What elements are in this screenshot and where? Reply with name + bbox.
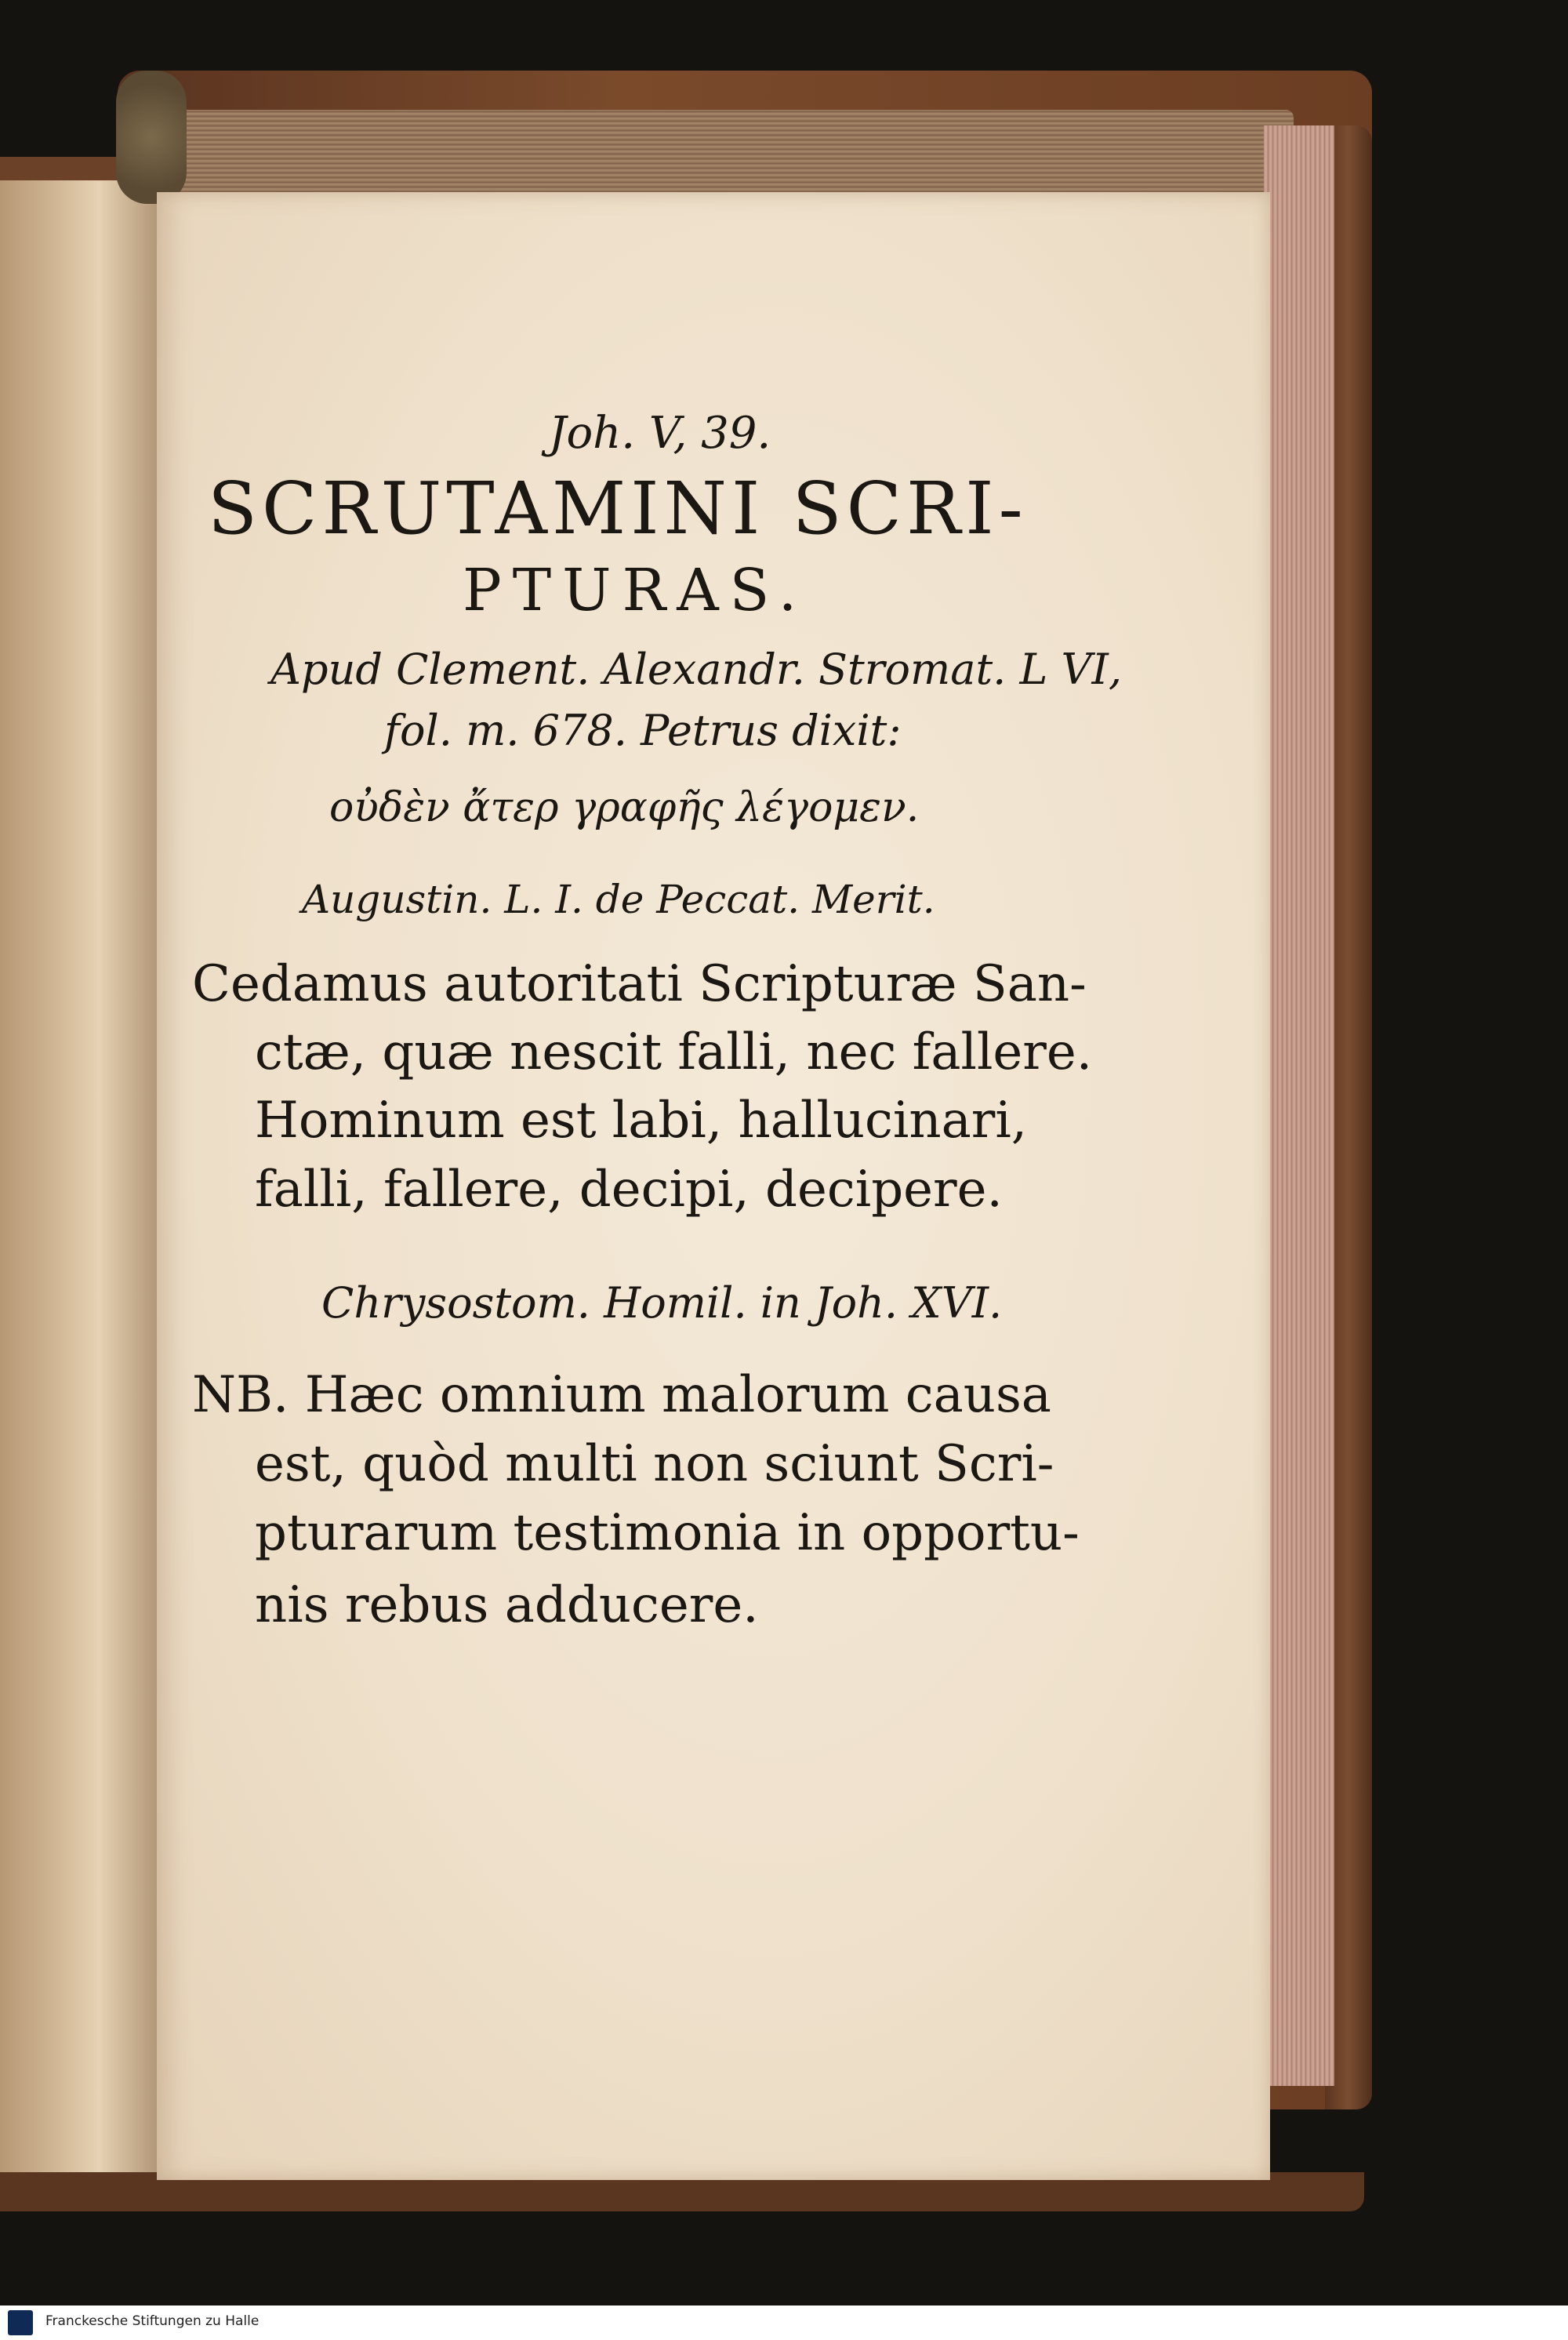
- quote-augustin-line-2: ctæ, quæ nescit falli, nec fallere.: [255, 1023, 1093, 1081]
- quote-chrysostom-line-2: est, quòd multi non sciunt Scri-: [255, 1435, 1054, 1493]
- citation-augustin: Augustin. L. I. de Peccat. Merit.: [302, 877, 935, 922]
- quote-augustin-line-4: falli, fallere, decipi, decipere.: [255, 1161, 1003, 1219]
- citation-clement-line-1: Apud Clement. Alexandr. Stromat. L VI,: [270, 645, 1122, 694]
- scripture-reference: Joh. V, 39.: [549, 408, 771, 459]
- quote-augustin-line-3: Hominum est labi, hallucinari,: [255, 1092, 1028, 1150]
- spine-headband: [116, 71, 187, 204]
- left-page-shadow: [0, 180, 165, 2188]
- quote-chrysostom-line-3: pturarum testimonia in opportu-: [255, 1504, 1080, 1562]
- quote-chrysostom-line-4: nis rebus adducere.: [255, 1576, 759, 1634]
- page-title-line-1: SCRUTAMINI SCRI-: [208, 467, 1028, 550]
- citation-clement-line-2: fol. m. 678. Petrus dixit:: [384, 706, 902, 755]
- page-block-fore-edge: [1264, 125, 1334, 2086]
- citation-chrysostom: Chrysostom. Homil. in Joh. XVI.: [321, 1278, 1003, 1328]
- page-block-top-edge: [157, 110, 1294, 196]
- institution-logo-icon: [8, 2310, 33, 2335]
- greek-quote: οὐδὲν ἄτερ γραφῆς λέγομεν.: [329, 784, 920, 831]
- quote-augustin-line-1: Cedamus autoritati Scripturæ San-: [192, 955, 1087, 1013]
- page-title-line-2: PTURAS.: [463, 557, 808, 624]
- quote-chrysostom-line-1: NB. Hæc omnium malorum causa: [192, 1366, 1051, 1424]
- footer-institution: Franckesche Stiftungen zu Halle: [45, 2313, 260, 2329]
